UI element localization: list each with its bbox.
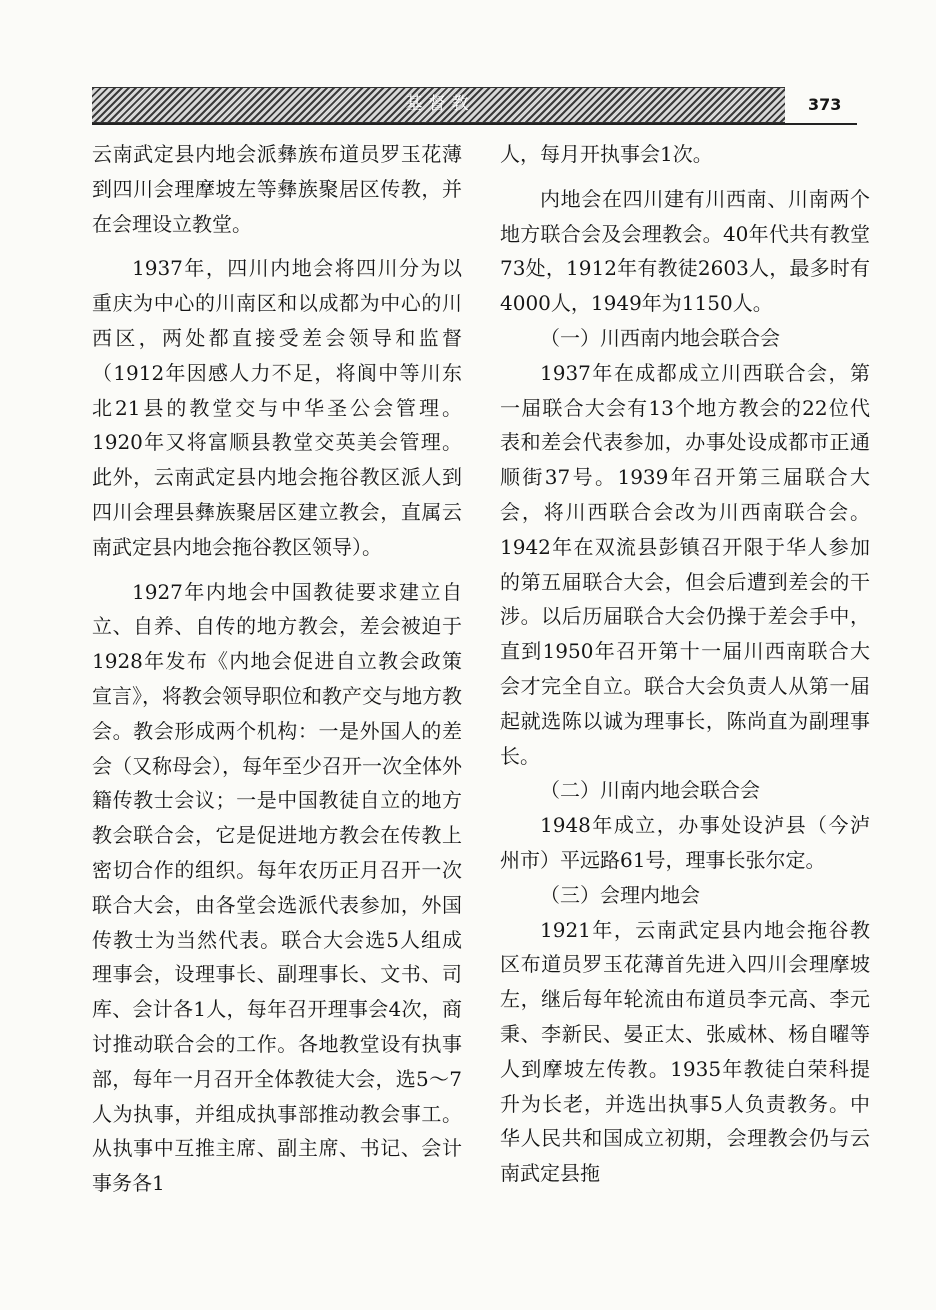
paragraph: 1937年，四川内地会将四川分为以重庆为中心的川南区和以成都为中心的川西区，两处都直接受差会领导和监督（1912年因感人力不足，将阆中等川东北21县的教堂交与中华圣公会管理。1920年又将富顺县教堂交英美会管理。此外，云南武定县内地会拖谷教区派人到四川会理县彝族聚居区建立教会，直属云南武定县内地会拖谷教区领导）。 <box>92 256 462 559</box>
left-column <box>92 137 462 1277</box>
section-heading: （一）川西南内地会联合会 <box>540 325 780 350</box>
section-heading: （二）川南内地会联合会 <box>540 778 760 803</box>
right-column <box>500 137 870 1277</box>
paragraph: 1927年内地会中国教徒要求建立自立、自养、自传的地方教会，差会被迫于1928年发布《内地会促进自立教会政策宣言》，将教会领导职位和教产交与地方教会。教会形成两个机构：一是外国人的差会（又称母会），每年至少召开一次全体外籍传教士会议；一是中国教徒自立的地方教会联合会，它是促进地方教会在传教上密切合作的组织。每年农历正月召开一次联合大会，由各堂会选派代表参加，外国传教士为当然代表。联合大会选5人组成理事会，设理事长、副理事长、文书、司库、会计各1人，每年召开理事会4次，商讨推动联合会的工作。各地教堂设有执事部，每年一月召开全体教徒大会，选5～7人为执事，并组成执事部推动教会事工。从执事中互推主席、副主席、书记、会计事务各1 <box>92 579 462 1196</box>
paragraph: 1921年，云南武定县内地会拖谷教区布道员罗玉花薄首先进入四川会理摩坡左，继后每年轮流由布道员李元高、李元秉、李新民、晏正太、张威林、杨自曜等人到摩坡左传教。1935年教徒白荣科提升为长老，并选出执事5人负责教务。中华人民共和国成立初期，会理教会仍与云南武定县拖 <box>500 917 870 1186</box>
paragraph: 人，每月开执事会1次。 <box>500 142 713 166</box>
section-title: 基督教 <box>405 94 475 114</box>
header-rule <box>92 123 857 125</box>
section-heading: （三）会理内地会 <box>540 882 700 907</box>
paragraph: 内地会在四川建有川西南、川南两个地方联合会及会理教会。40年代共有教堂73处，1912年有教徒2603人，最多时有4000人，1949年为1150人。 <box>500 186 870 316</box>
page-number: 373 <box>808 95 842 114</box>
paragraph: 云南武定县内地会派彝族布道员罗玉花薄到四川会理摩坡左等彝族聚居区传教，并在会理设立教堂。 <box>92 142 462 236</box>
paragraph: 1948年成立，办事处设泸县（今泸州市）平远路61号，理事长张尔定。 <box>500 813 870 872</box>
paragraph: 1937年在成都成立川西联合会，第一届联合大会有13个地方教会的22位代表和差会代表参加，办事处设成都市正通顺街37号。1939年召开第三届联合大会，将川西联合会改为川西南联合会。1942年在双流县彭镇召开限于华人参加的第五届联合大会，但会后遭到差会的干涉。以后历届联合大会仍操于差会手中，直到1950年召开第十一届川西南联合大会才完全自立。联合大会负责人从第一届起就选陈以诚为理事长，陈尚直为副理事长。 <box>500 360 870 768</box>
